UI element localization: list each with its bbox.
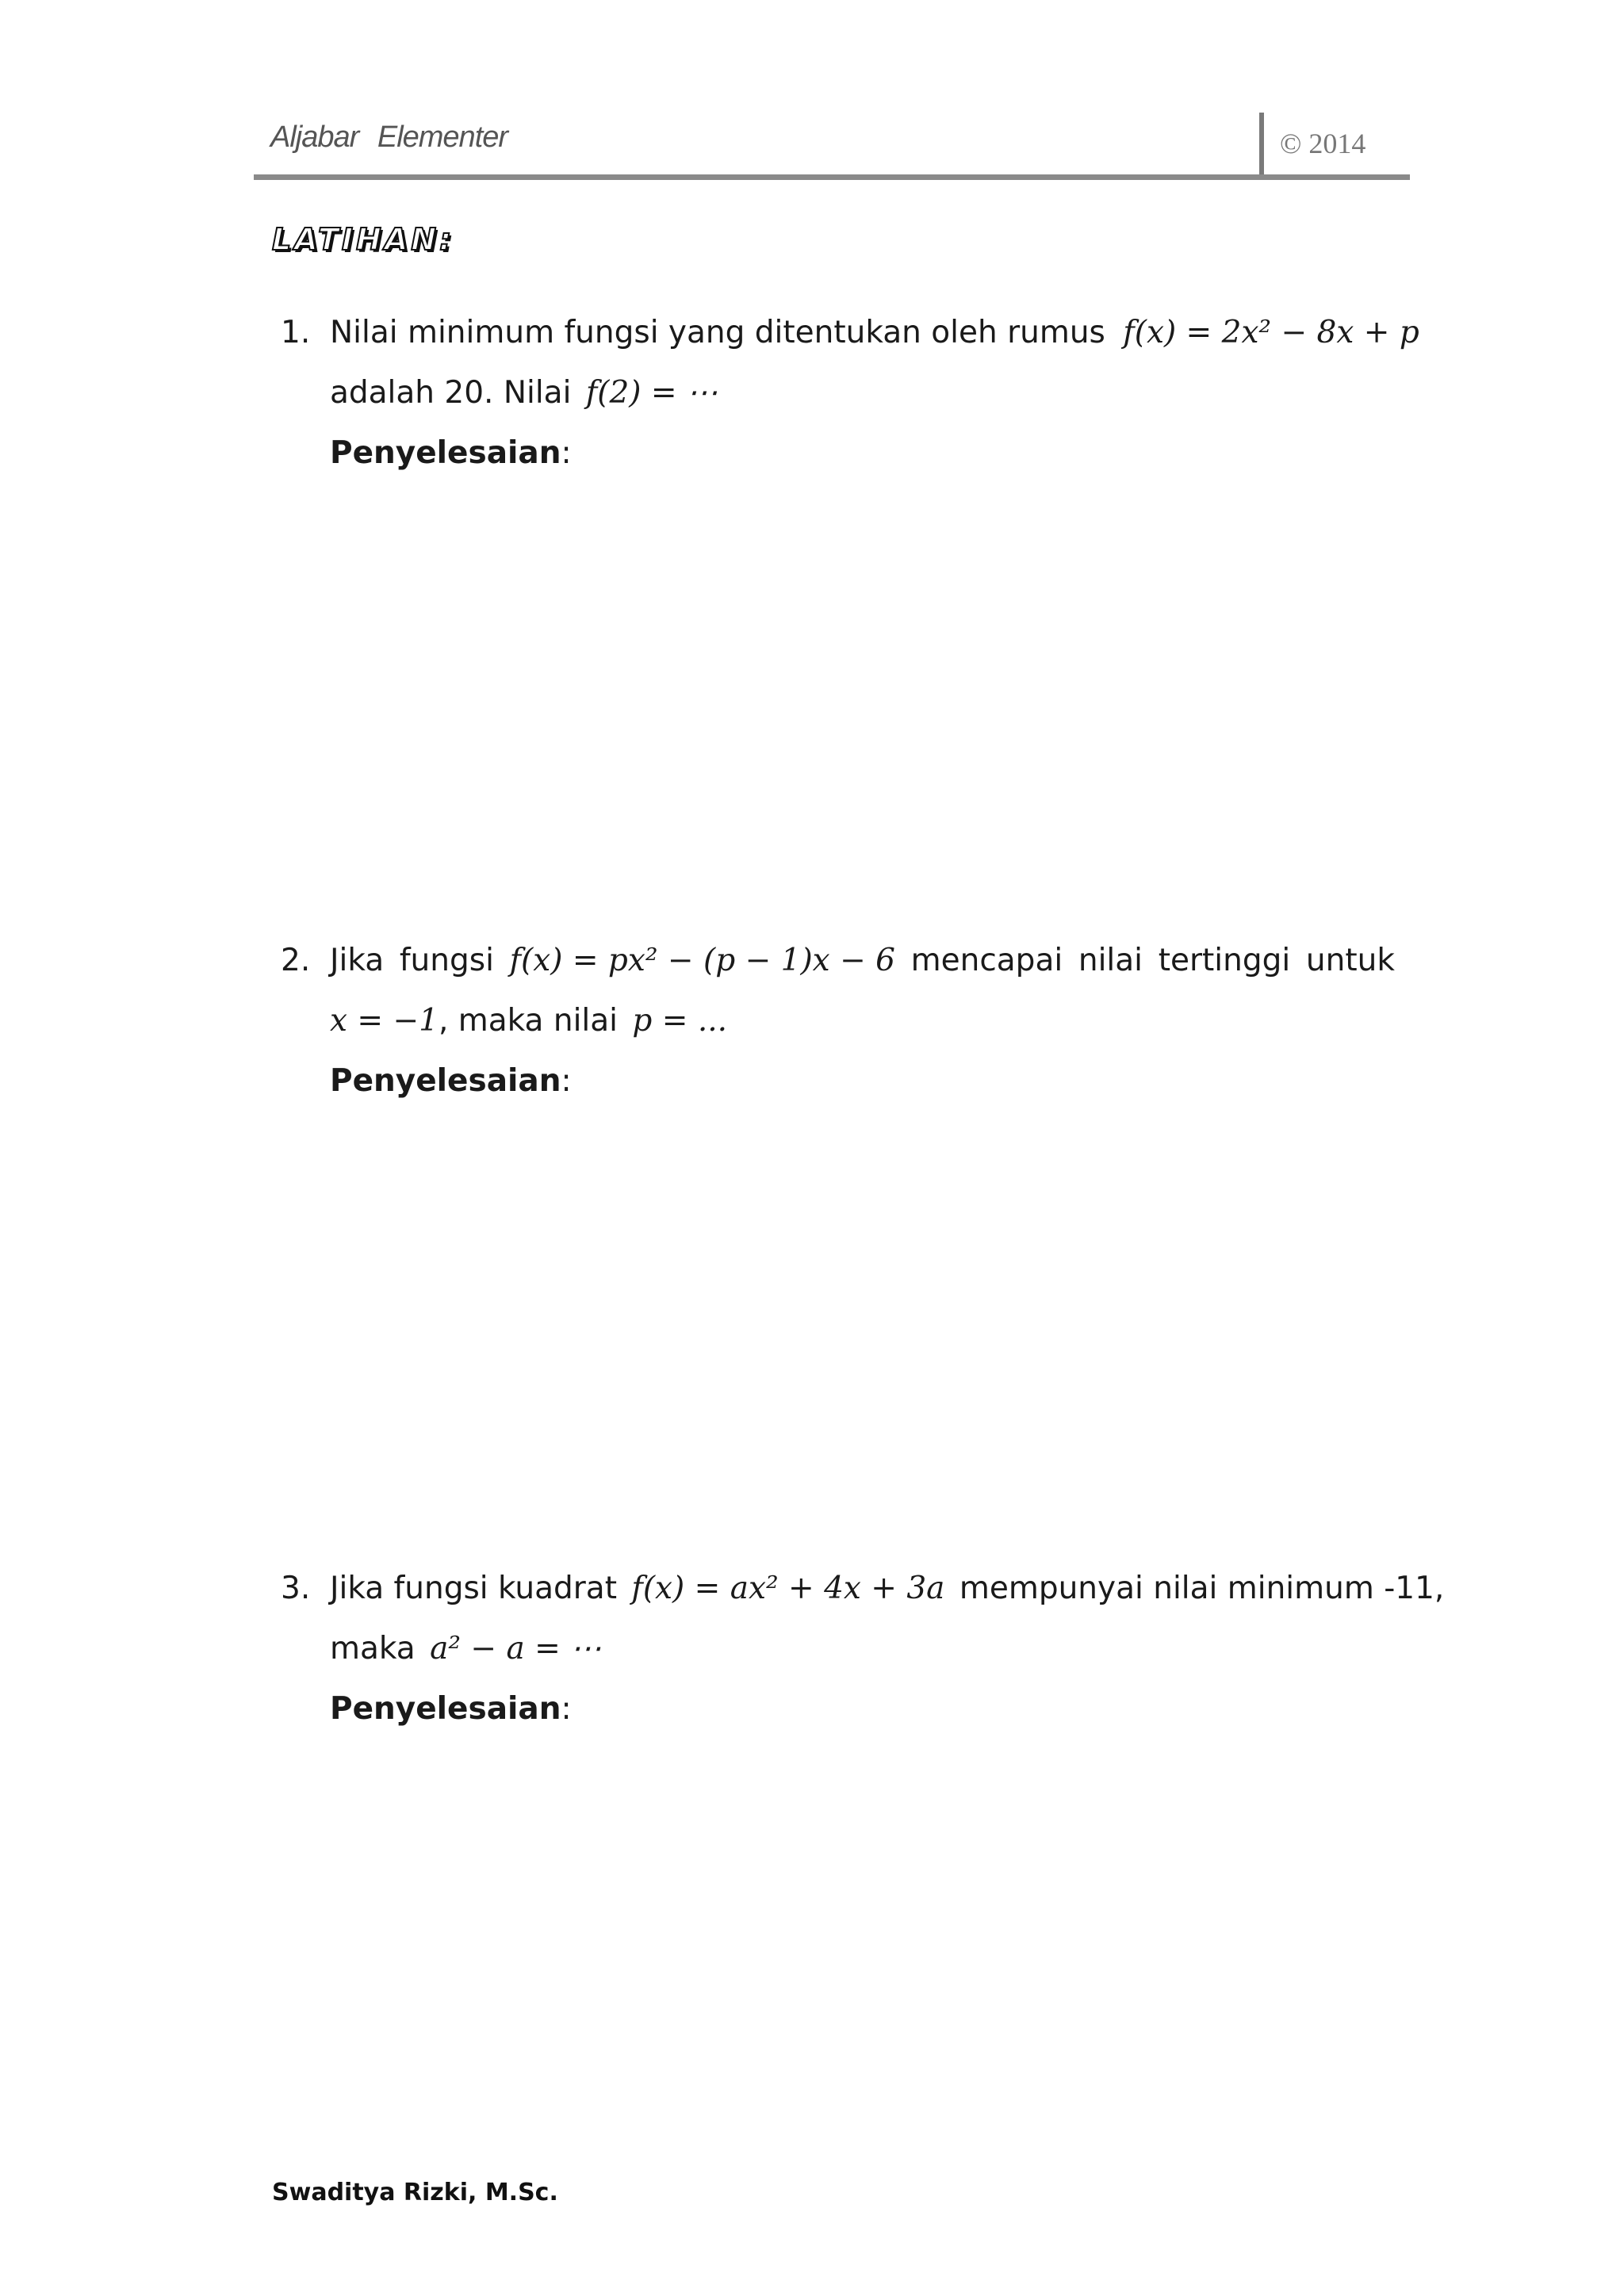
word: untuk [1305, 943, 1395, 978]
solution-label: Penyelesaian [330, 1063, 561, 1099]
formula: f(x) = px² − (p − 1)x − 6 [509, 943, 895, 978]
problem-body [330, 303, 1419, 484]
problem-statement-line-2 [330, 363, 1395, 423]
header-vertical-divider [1259, 113, 1264, 176]
section-heading: LATIHAN: [272, 222, 455, 257]
problem-statement-line-1 [330, 931, 1395, 991]
problem-text: mempunyai nilai minimum -11, [959, 1571, 1445, 1606]
problem-statement-line-2 [330, 991, 1395, 1051]
problem-text: Nilai minimum fungsi yang ditentukan oleh rumus [330, 315, 1105, 350]
word: fungsi [399, 943, 494, 978]
footer-author: Swaditya Rizki, M.Sc. [272, 2179, 558, 2206]
header-rule [254, 174, 1410, 180]
problem-number: 2. [281, 943, 311, 978]
word: nilai [1078, 943, 1143, 978]
formula: f(x) = 2x² − 8x + p [1123, 315, 1419, 350]
word: mencapai [910, 943, 1063, 978]
problem-text: Jika fungsi kuadrat [330, 1571, 617, 1606]
problem-text: maka [330, 1631, 416, 1667]
solution-label: Penyelesaian [330, 1691, 561, 1727]
problem-number: 3. [281, 1571, 311, 1606]
question: f(2) = ⋯ [585, 375, 718, 411]
solution-line: Penyelesaian: [330, 1691, 572, 1727]
word: Jika [330, 943, 385, 978]
problem-number: 1. [281, 315, 311, 350]
problem-body [330, 1559, 1445, 1739]
problem-statement-line-1 [330, 1559, 1445, 1619]
solution-line: Penyelesaian: [330, 435, 572, 471]
formula: f(x) = ax² + 4x + 3a [631, 1571, 945, 1606]
problem-statement-line-2 [330, 1619, 1395, 1679]
question: a² − a = ⋯ [430, 1631, 602, 1667]
header-copyright: © 2014 [1280, 128, 1366, 159]
header-title: Aljabar Elementer [270, 121, 508, 154]
problem-body [330, 931, 1395, 1112]
problem-text: , maka nilai [438, 1003, 618, 1039]
problem-statement-line-1 [330, 303, 1419, 363]
problem-text: adalah 20. Nilai [330, 375, 572, 411]
solution-label: Penyelesaian [330, 435, 561, 471]
question: p = ... [632, 1003, 728, 1039]
solution-line: Penyelesaian: [330, 1063, 572, 1099]
condition: x = −1 [330, 1003, 439, 1039]
word: tertinggi [1158, 943, 1291, 978]
